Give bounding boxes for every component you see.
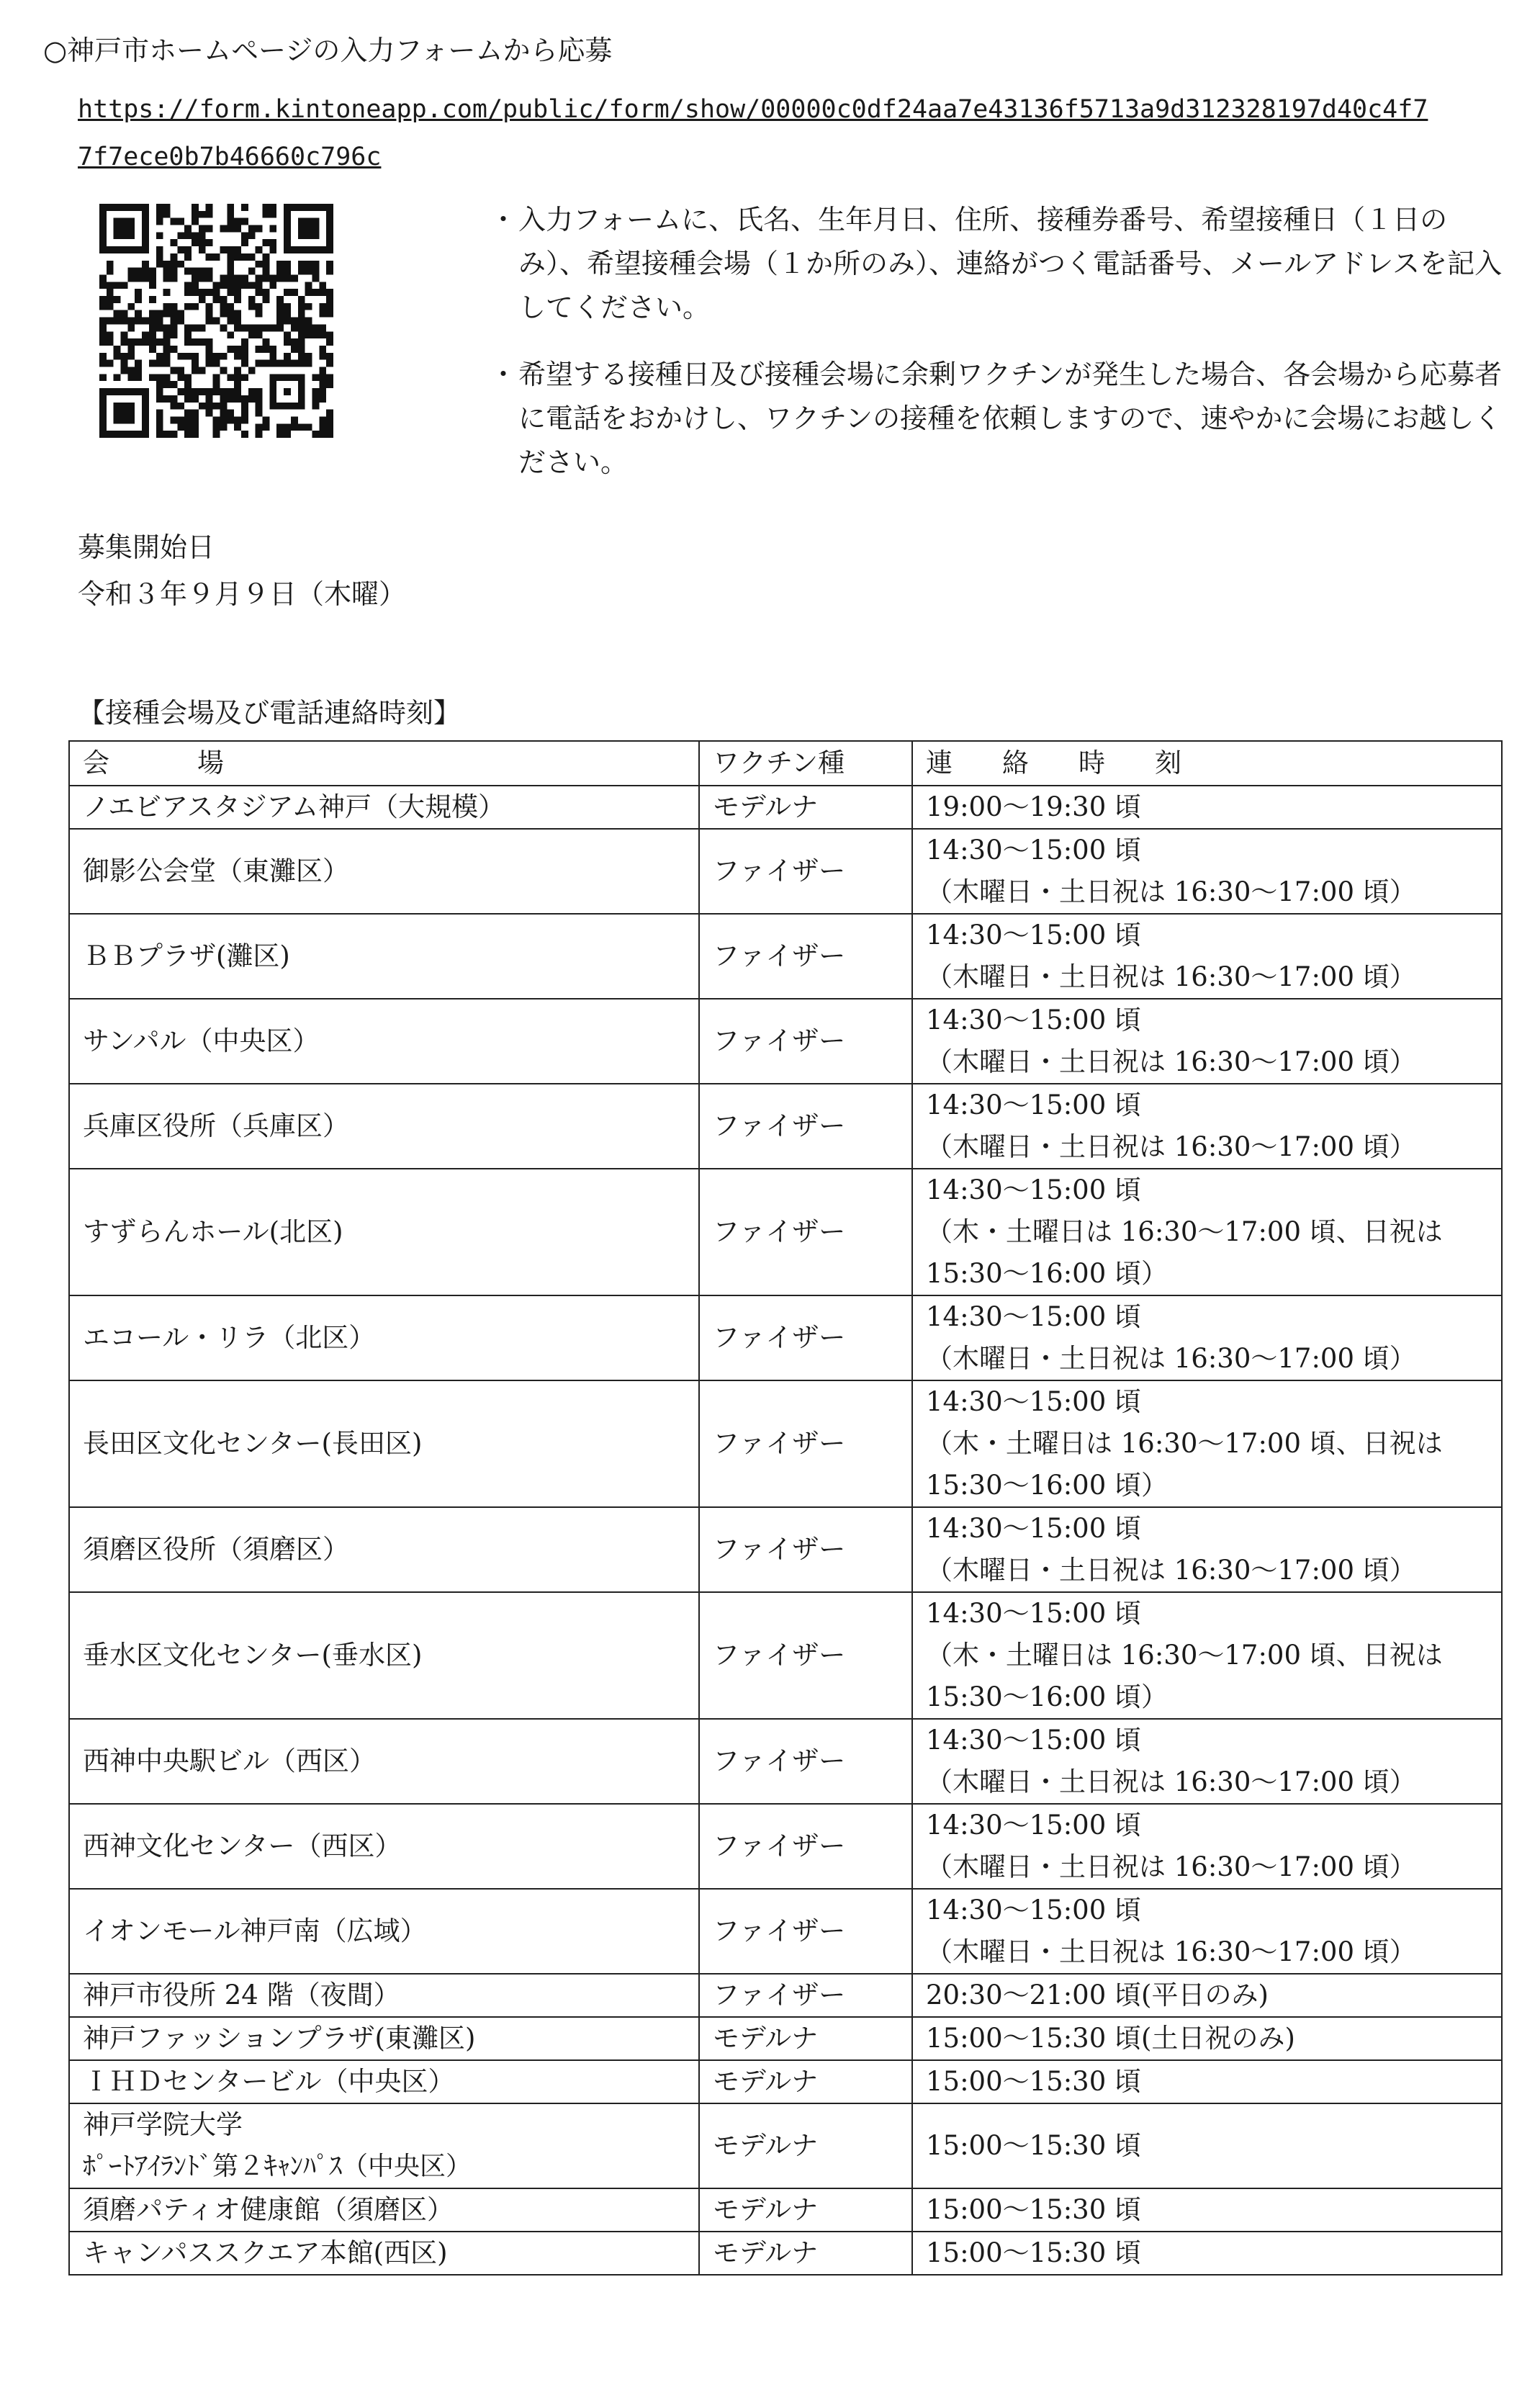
contact-time-line: （木曜日・土日祝は 16:30～17:00 頃） xyxy=(926,1851,1416,1882)
venue-cell xyxy=(69,1804,699,1889)
contact-time-line: （木曜日・土日祝は 16:30～17:00 頃） xyxy=(926,961,1416,992)
venue-name: 御影公会堂（東灘区） xyxy=(83,855,349,886)
vaccine-cell: ファイザー xyxy=(699,999,912,1084)
venue-cell xyxy=(69,1380,699,1507)
contact-time-line: 14:30～15:00 頃 xyxy=(926,1513,1142,1544)
contact-time-line: 14:30～15:00 頃 xyxy=(926,1174,1142,1205)
contact-time-cell xyxy=(912,1507,1502,1592)
instruction-bullet-2 xyxy=(490,353,1512,485)
vaccine-cell: モデルナ xyxy=(699,2017,912,2060)
contact-time-line: 15:30～16:00 頃） xyxy=(926,1681,1168,1712)
venue-cell xyxy=(69,2103,699,2188)
venue-name: ノエビアスタジアム神戸（大規模） xyxy=(83,791,505,822)
table-row xyxy=(69,2188,1502,2232)
contact-time-line: 15:00～15:30 頃 xyxy=(926,2066,1142,2097)
contact-time-line: 15:00～15:30 頃 xyxy=(926,2194,1142,2225)
table-header-row xyxy=(69,741,1502,786)
table-row xyxy=(69,786,1502,829)
table-row xyxy=(69,1084,1502,1169)
contact-time-cell xyxy=(912,914,1502,999)
vaccine-cell: モデルナ xyxy=(699,2232,912,2275)
table-row xyxy=(69,829,1502,914)
contact-time-line: （木曜日・土日祝は 16:30～17:00 頃） xyxy=(926,1766,1416,1797)
contact-time-line: 15:30～16:00 頃） xyxy=(926,1258,1168,1289)
vaccine-cell: モデルナ xyxy=(699,786,912,829)
vaccine-cell: ファイザー xyxy=(699,1889,912,1974)
contact-time-cell xyxy=(912,2188,1502,2232)
venue-name: 神戸市役所 24 階（夜間） xyxy=(83,1980,400,2011)
venue-name: 神戸ファッションプラザ(東灘区) xyxy=(83,2023,476,2054)
contact-time-cell xyxy=(912,999,1502,1084)
table-title: 【接種会場及び電話連絡時刻】 xyxy=(78,697,461,729)
table-row xyxy=(69,1380,1502,1507)
venue-cell xyxy=(69,786,699,829)
contact-time-cell xyxy=(912,2103,1502,2188)
venue-schedule-table xyxy=(68,740,1503,2276)
venue-cell xyxy=(69,1719,699,1804)
contact-time-cell xyxy=(912,2017,1502,2060)
venue-name: 西神文化センター（西区） xyxy=(83,1830,402,1861)
table-row xyxy=(69,1507,1502,1592)
venue-cell xyxy=(69,1169,699,1295)
contact-time-line: 14:30～15:00 頃 xyxy=(926,835,1142,866)
vaccine-cell: ファイザー xyxy=(699,1507,912,1592)
contact-time-cell xyxy=(912,786,1502,829)
venue-cell xyxy=(69,1507,699,1592)
contact-time-line: （木・土曜日は 16:30～17:00 頃、日祝は xyxy=(926,1216,1443,1247)
header-contact-time: 連 絡 時 刻 xyxy=(912,741,1502,786)
contact-time-line: 20:30～21:00 頃(平日のみ) xyxy=(926,1980,1269,2011)
table-row xyxy=(69,999,1502,1084)
table-row xyxy=(69,1295,1502,1380)
form-url-line2[interactable]: 7f7ece0b7b46660c796c xyxy=(78,143,382,171)
table-row xyxy=(69,1592,1502,1719)
venue-cell xyxy=(69,2232,699,2275)
vaccine-cell: ファイザー xyxy=(699,1295,912,1380)
table-row xyxy=(69,2232,1502,2275)
venue-cell xyxy=(69,1889,699,1974)
table-row xyxy=(69,2060,1502,2103)
contact-time-line: 14:30～15:00 頃 xyxy=(926,1005,1142,1035)
vaccine-cell: ファイザー xyxy=(699,1804,912,1889)
contact-time-line: 14:30～15:00 頃 xyxy=(926,1090,1142,1120)
vaccine-cell: モデルナ xyxy=(699,2060,912,2103)
contact-time-line: （木・土曜日は 16:30～17:00 頃、日祝は xyxy=(926,1428,1443,1459)
contact-time-line: 14:30～15:00 頃 xyxy=(926,1598,1142,1629)
venue-name: 長田区文化センター(長田区) xyxy=(83,1428,423,1459)
venue-cell xyxy=(69,914,699,999)
contact-time-cell xyxy=(912,2232,1502,2275)
contact-time-line: 14:30～15:00 頃 xyxy=(926,1301,1142,1332)
contact-time-line: （木曜日・土日祝は 16:30～17:00 頃） xyxy=(926,876,1416,907)
vaccine-cell: ファイザー xyxy=(699,1084,912,1169)
contact-time-line: （木曜日・土日祝は 16:30～17:00 頃） xyxy=(926,1343,1416,1374)
table-row xyxy=(69,914,1502,999)
table-row xyxy=(69,1974,1502,2017)
header-venue: 会 場 xyxy=(69,741,699,786)
vaccine-cell: ファイザー xyxy=(699,1719,912,1804)
contact-time-cell xyxy=(912,1169,1502,1295)
venue-name: すずらんホール(北区) xyxy=(83,1216,343,1247)
venue-name: 垂水区文化センター(垂水区) xyxy=(83,1640,423,1671)
venue-cell xyxy=(69,1974,699,2017)
contact-time-line: 14:30～15:00 頃 xyxy=(926,1895,1142,1926)
vaccine-cell: ファイザー xyxy=(699,1169,912,1295)
venue-name: キャンパススクエア本館(西区) xyxy=(83,2237,448,2268)
table-row xyxy=(69,1889,1502,1974)
bullet-text: 入力フォームに、氏名、生年月日、住所、接種券番号、希望接種日（１日のみ）、希望接種会場（１か所のみ）、連絡がつく電話番号、メールアドレスを記入してください。 xyxy=(518,204,1503,323)
venue-name: ＩＨＤセンタービル（中央区） xyxy=(83,2066,455,2097)
venue-name: 西神中央駅ビル（西区） xyxy=(83,1746,376,1776)
venue-name: 須磨パティオ健康館（須磨区） xyxy=(83,2194,454,2225)
vaccine-cell: ファイザー xyxy=(699,1974,912,2017)
bullet-text: 希望する接種日及び接種会場に余剰ワクチンが発生した場合、各会場から応募者に電話をおかけし、ワクチンの接種を依頼しますので、速やかに会場にお越しください。 xyxy=(518,359,1503,478)
venue-name: イオンモール神戸南（広域） xyxy=(83,1915,427,1946)
contact-time-line: 14:30～15:00 頃 xyxy=(926,1810,1142,1841)
contact-time-cell xyxy=(912,2060,1502,2103)
venue-cell xyxy=(69,999,699,1084)
contact-time-line: （木・土曜日は 16:30～17:00 頃、日祝は xyxy=(926,1640,1443,1671)
header-vaccine: ワクチン種 xyxy=(699,741,912,786)
venue-name: エコール・リラ（北区） xyxy=(83,1322,376,1353)
contact-time-line: 15:00～15:30 頃(土日祝のみ) xyxy=(926,2023,1295,2054)
contact-time-line: （木曜日・土日祝は 16:30～17:00 頃） xyxy=(926,1555,1416,1586)
venue-cell xyxy=(69,1295,699,1380)
contact-time-cell xyxy=(912,1380,1502,1507)
contact-time-cell xyxy=(912,1592,1502,1719)
venue-cell xyxy=(69,829,699,914)
contact-time-cell xyxy=(912,829,1502,914)
contact-time-cell xyxy=(912,1295,1502,1380)
table-row xyxy=(69,2103,1502,2188)
table-row xyxy=(69,1169,1502,1295)
table-row xyxy=(69,1804,1502,1889)
venue-cell xyxy=(69,2188,699,2232)
venue-cell xyxy=(69,1084,699,1169)
venue-name: 須磨区役所（須磨区） xyxy=(83,1534,349,1565)
recruit-start-label: 募集開始日 xyxy=(78,531,215,563)
vaccine-cell: ファイザー xyxy=(699,829,912,914)
form-url-line1[interactable]: https://form.kintoneapp.com/public/form/show/00000c0df24aa7e43136f5713a9d312328197d40c4f7 xyxy=(78,95,1428,124)
contact-time-line: 15:00～15:30 頃 xyxy=(926,2130,1142,2161)
venue-name: 兵庫区役所（兵庫区） xyxy=(83,1110,349,1141)
table-row xyxy=(69,2017,1502,2060)
venue-cell xyxy=(69,1592,699,1719)
contact-time-line: 14:30～15:00 頃 xyxy=(926,1725,1142,1756)
venue-name: ＢＢプラザ(灘区) xyxy=(83,940,290,971)
qr-code-image xyxy=(99,204,333,438)
venue-name: 神戸学院大学 xyxy=(83,2109,243,2140)
bullet-mark: ・ xyxy=(490,204,518,235)
contact-time-cell xyxy=(912,1719,1502,1804)
venue-name: サンパル（中央区） xyxy=(83,1025,320,1056)
contact-time-cell xyxy=(912,1974,1502,2017)
recruit-start-date: 令和３年９月９日（木曜） xyxy=(78,578,407,610)
contact-time-line: （木曜日・土日祝は 16:30～17:00 頃） xyxy=(926,1936,1416,1967)
table-row xyxy=(69,1719,1502,1804)
vaccine-cell: ファイザー xyxy=(699,914,912,999)
vaccine-cell: ファイザー xyxy=(699,1380,912,1507)
venue-cell xyxy=(69,2017,699,2060)
contact-time-cell xyxy=(912,1889,1502,1974)
vaccine-cell: モデルナ xyxy=(699,2188,912,2232)
section-heading: ○神戸市ホームページの入力フォームから応募 xyxy=(43,35,613,66)
contact-time-line: （木曜日・土日祝は 16:30～17:00 頃） xyxy=(926,1046,1416,1077)
contact-time-line: 14:30～15:00 頃 xyxy=(926,920,1142,951)
vaccine-cell: ファイザー xyxy=(699,1592,912,1719)
venue-subname: ﾎﾟｰﾄｱｲﾗﾝﾄﾞ第２ｷｬﾝﾊﾟｽ（中央区） xyxy=(83,2152,472,2181)
instruction-bullet-1 xyxy=(490,198,1512,330)
vaccine-cell: モデルナ xyxy=(699,2103,912,2188)
venue-cell xyxy=(69,2060,699,2103)
contact-time-line: 15:30～16:00 頃） xyxy=(926,1470,1168,1501)
contact-time-line: 14:30～15:00 頃 xyxy=(926,1386,1142,1417)
contact-time-line: 15:00～15:30 頃 xyxy=(926,2237,1142,2268)
contact-time-line: 19:00～19:30 頃 xyxy=(926,791,1142,822)
contact-time-cell xyxy=(912,1804,1502,1889)
contact-time-cell xyxy=(912,1084,1502,1169)
contact-time-line: （木曜日・土日祝は 16:30～17:00 頃） xyxy=(926,1131,1416,1162)
bullet-mark: ・ xyxy=(490,359,518,390)
